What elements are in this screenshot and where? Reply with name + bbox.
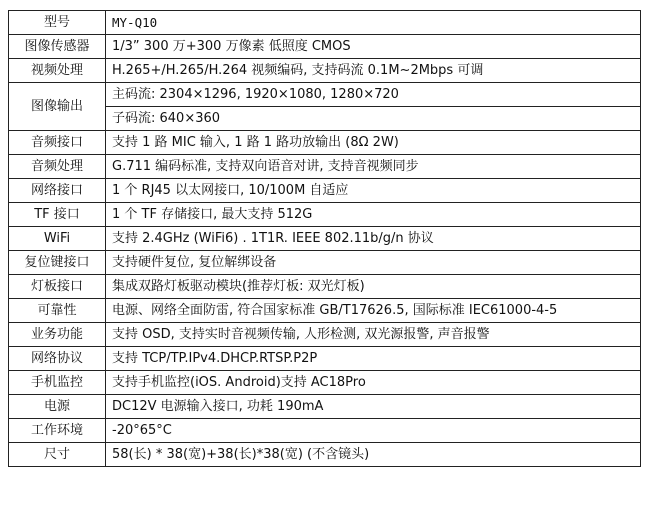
spec-value: DC12V 电源输入接口, 功耗 190mA [106, 395, 641, 419]
spec-label: 手机监控 [9, 371, 106, 395]
spec-value: H.265+/H.265/H.264 视频编码, 支持码流 0.1M~2Mbps 可调 [106, 59, 641, 83]
spec-row [9, 299, 641, 323]
spec-value: 支持手机监控(iOS. Android)支持 AC18Pro [106, 371, 641, 395]
spec-row [9, 251, 641, 275]
spec-value: 支持 1 路 MIC 输入, 1 路 1 路功放输出 (8Ω 2W) [106, 131, 641, 155]
spec-row [9, 275, 641, 299]
spec-row [9, 83, 641, 107]
spec-label: TF 接口 [9, 203, 106, 227]
spec-label: 复位键接口 [9, 251, 106, 275]
spec-label: WiFi [9, 227, 106, 251]
spec-label: 灯板接口 [9, 275, 106, 299]
spec-value: 1/3” 300 万+300 万像素 低照度 CMOS [106, 35, 641, 59]
spec-row [9, 59, 641, 83]
spec-row [9, 419, 641, 443]
spec-value: 1 个 TF 存储接口, 最大支持 512G [106, 203, 641, 227]
spec-row [9, 11, 641, 35]
spec-label: 尺寸 [9, 443, 106, 467]
spec-value: -20°65°C [106, 419, 641, 443]
spec-value: G.711 编码标准, 支持双向语音对讲, 支持音视频同步 [106, 155, 641, 179]
spec-value: 主码流: 2304×1296, 1920×1080, 1280×720 [106, 83, 641, 107]
spec-row [9, 371, 641, 395]
spec-value: 58(长) * 38(宽)+38(长)*38(宽) (不含镜头) [106, 443, 641, 467]
spec-row [9, 155, 641, 179]
spec-label: 视频处理 [9, 59, 106, 83]
spec-value: 支持 TCP/TP.IPv4.DHCP.RTSP.P2P [106, 347, 641, 371]
spec-row [9, 347, 641, 371]
spec-value: 集成双路灯板驱动模块(推荐灯板: 双光灯板) [106, 275, 641, 299]
spec-row [9, 323, 641, 347]
spec-row [9, 179, 641, 203]
spec-label: 业务功能 [9, 323, 106, 347]
spec-label: 型号 [9, 11, 106, 35]
spec-value: 1 个 RJ45 以太网接口, 10/100M 自适应 [106, 179, 641, 203]
spec-value: 支持硬件复位, 复位解绑设备 [106, 251, 641, 275]
spec-label: 音频接口 [9, 131, 106, 155]
spec-table [8, 10, 641, 467]
spec-label: 音频处理 [9, 155, 106, 179]
spec-row [9, 203, 641, 227]
spec-label: 网络接口 [9, 179, 106, 203]
spec-label: 图像传感器 [9, 35, 106, 59]
spec-row [9, 227, 641, 251]
spec-value: 支持 2.4GHz (WiFi6) . 1T1R. IEEE 802.11b/g/n 协议 [106, 227, 641, 251]
spec-value: MY-Q10 [106, 11, 641, 35]
spec-value: 支持 OSD, 支持实时音视频传输, 人形检测, 双光源报警, 声音报警 [106, 323, 641, 347]
spec-label: 网络协议 [9, 347, 106, 371]
spec-label: 可靠性 [9, 299, 106, 323]
spec-table-body [9, 11, 641, 467]
spec-row [9, 35, 641, 59]
spec-value: 电源、网络全面防雷, 符合国家标准 GB/T17626.5, 国际标准 IEC61000-4-5 [106, 299, 641, 323]
spec-label: 图像输出 [9, 83, 106, 131]
spec-row [9, 131, 641, 155]
spec-row [9, 443, 641, 467]
spec-row [9, 395, 641, 419]
spec-value: 子码流: 640×360 [106, 107, 641, 131]
spec-label: 电源 [9, 395, 106, 419]
spec-label: 工作环境 [9, 419, 106, 443]
